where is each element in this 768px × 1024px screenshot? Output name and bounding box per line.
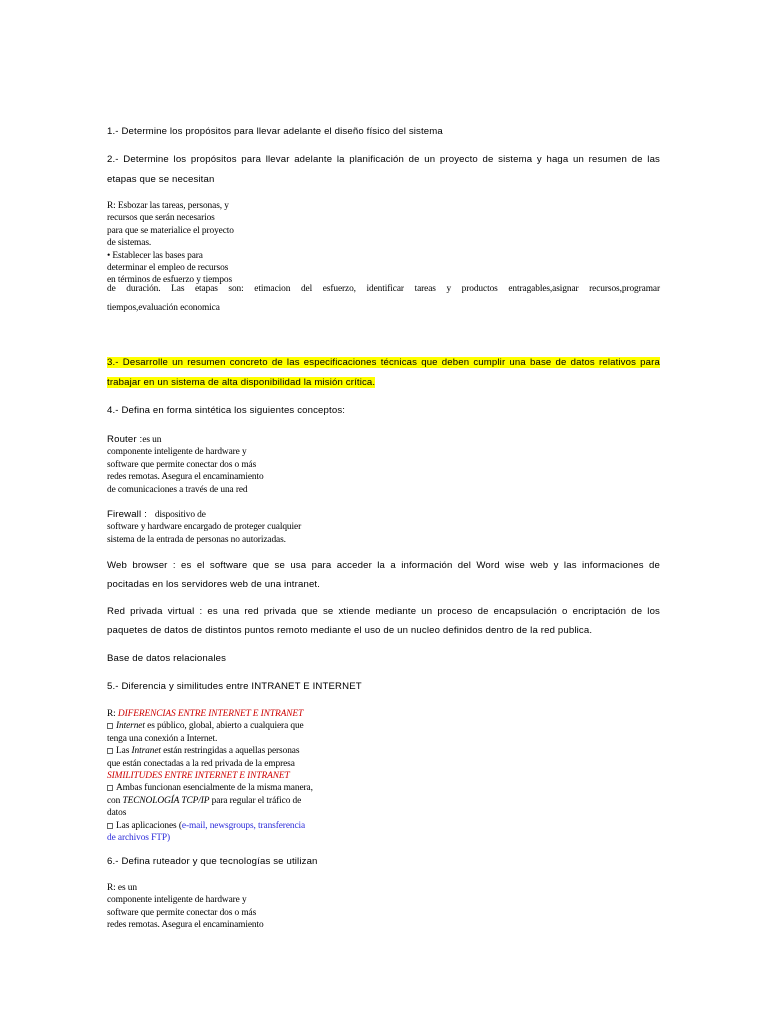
- answer-2-line: de sistemas.: [107, 238, 152, 249]
- tcp-ip-term: TECNOLOGÍA TCP/IP: [122, 795, 210, 806]
- answer-6-line: R: es un: [107, 883, 137, 893]
- vpn-line-2: paquetes de datos de distintos puntos remoto mediante el uso de un nucleo definidos dentro de la red publica.: [107, 625, 593, 636]
- answer-2-line: recursos que serán necesarios: [107, 213, 215, 224]
- router-line: de comunicaciones a través de una red: [107, 484, 248, 495]
- firewall-term: Firewall :: [107, 509, 147, 520]
- bullet-2-pre: Las: [116, 746, 132, 757]
- router-term: Router :: [107, 434, 143, 445]
- bullet-2-line-2: que están conectadas a la red privada de la empresa: [107, 758, 295, 769]
- answer-6-line: redes remotas. Asegura el encaminamiento: [107, 920, 264, 931]
- question-2-line-1: 2.- Determine los propósitos para llevar adelante la planificación de un proyecto de sistema y haga un resumen de las: [107, 154, 660, 165]
- router-definition: [107, 432, 264, 496]
- differences-heading: DIFERENCIAS ENTRE INTERNET E INTRANET: [117, 709, 304, 719]
- answer-2-stages-line-2: tiempos,evaluación economica: [107, 303, 220, 313]
- firewall-line: sistema de la entrada de personas no autorizadas.: [107, 534, 286, 545]
- question-2-line-2: etapas que se necesitan: [107, 174, 215, 185]
- router-head-tail: es un: [142, 435, 162, 445]
- intranet-term: Intranet: [131, 746, 161, 757]
- question-4: 4.- Defina en forma sintética los siguientes conceptos:: [107, 405, 346, 416]
- firewall-line: software y hardware encargado de proteger cualquier: [107, 522, 302, 533]
- browser-line-1: Web browser : es el software que se usa para acceder la a información del Word wise web y las informaciones de: [107, 560, 660, 571]
- bullet-3-rest: para regular el tráfico de: [209, 795, 302, 806]
- bullet-2-text: están restringidas a aquellas personas: [160, 746, 300, 757]
- bullet-3-text: Ambas funcionan esencialmente de la misma manera,: [107, 782, 313, 794]
- question-3-highlight: trabajar en un sistema de alta disponibilidad la misión crítica.: [107, 377, 376, 388]
- answer-2-line: determinar el empleo de recursos: [107, 263, 229, 274]
- question-3-line-1: [107, 357, 660, 368]
- answer-2-line: para que se materialice el proyecto: [107, 225, 234, 236]
- firewall-head-tail: dispositivo de: [154, 510, 206, 520]
- bullet-1-text: es público, global, abierto a cualquiera que: [144, 721, 304, 732]
- applications-link[interactable]: e-mail, newsgroups, transferencia: [181, 820, 306, 831]
- answer-6-line: componente inteligente de hardware y: [107, 895, 247, 906]
- router-line: redes remotas. Asegura el encaminamiento: [107, 472, 264, 483]
- question-6: 6.- Defina ruteador y que tecnologías se utilizan: [107, 856, 318, 867]
- router-line: componente inteligente de hardware y: [107, 447, 247, 458]
- answer-2-line: • Establecer las bases para: [107, 250, 203, 261]
- answer-6-block: [107, 882, 264, 932]
- question-3-highlight: 3.- Desarrolle un resumen concreto de las especificaciones técnicas que deben cumplir una base de datos relativos para: [107, 357, 660, 368]
- answer-5-block: [107, 708, 313, 844]
- answer-2-stages-line-1: de duración. Las etapas son: etimacion del esfuerzo, identificar tareas y productos entragables,asignar recursos,programar: [107, 284, 660, 294]
- answer-2-block: [107, 200, 234, 287]
- browser-line-2: pocitadas en los servidores web de una intranet.: [107, 579, 321, 590]
- bullet-4-pre: Las aplicaciones (: [116, 820, 182, 831]
- bullet-3-pre: con: [107, 795, 123, 806]
- answer-2-line: R: Esbozar las tareas, personas, y: [107, 201, 229, 211]
- answer-5-prefix: R:: [107, 709, 118, 719]
- question-3-line-2: [107, 377, 375, 388]
- internet-term: Internet: [116, 721, 145, 732]
- answer-6-line: software que permite conectar dos o más: [107, 907, 257, 918]
- vpn-line-1: Red privada virtual : es una red privada que se xtiende mediante un proceso de encapsulación o encriptación de los: [107, 606, 660, 617]
- relational-db-heading: Base de datos relacionales: [107, 653, 227, 664]
- bullet-1-line-2: tenga una conexión a Internet.: [107, 733, 218, 744]
- question-1: 1.- Determine los propósitos para llevar adelante el diseño físico del sistema: [107, 126, 443, 137]
- applications-link-line-2[interactable]: de archivos FTP): [107, 833, 170, 844]
- router-line: software que permite conectar dos o más: [107, 459, 257, 470]
- question-5: 5.- Diferencia y similitudes entre INTRANET E INTERNET: [107, 681, 362, 692]
- bullet-3-line-3: datos: [107, 808, 127, 819]
- similarities-heading: SIMILITUDES ENTRE INTERNET E INTRANET: [107, 771, 290, 782]
- answer-2-line: en términos de esfuerzo y tiempos: [107, 275, 233, 286]
- firewall-definition: [107, 507, 301, 546]
